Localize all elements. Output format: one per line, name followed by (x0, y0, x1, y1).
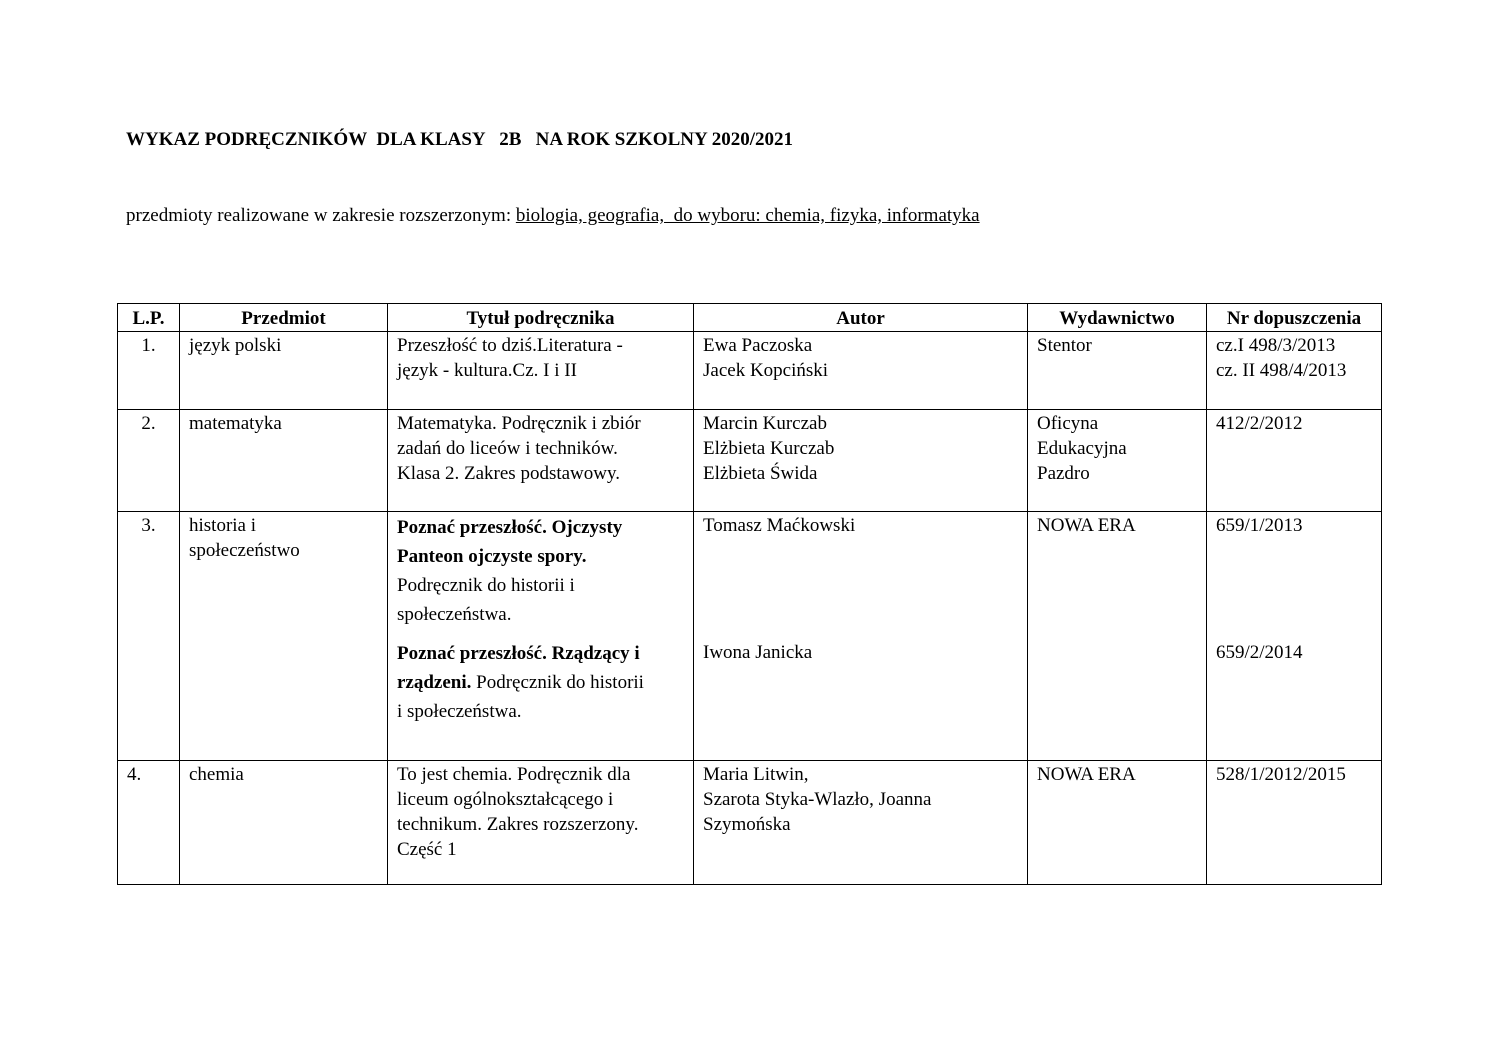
cell-publisher (1028, 761, 1207, 885)
author-line: Ewa Paczoska (703, 335, 813, 356)
book-title-line: Podręcznik do historii i (397, 575, 575, 596)
cell-author (694, 332, 1028, 410)
author-line: Jacek Kopciński (703, 360, 829, 381)
book-title-line: język - kultura.Cz. I i II (397, 360, 577, 381)
extended-subjects-line (126, 205, 980, 227)
author-line: Elżbieta Świda (703, 463, 818, 484)
textbook-table (117, 303, 1382, 885)
table-row (118, 761, 1382, 885)
publisher-line: NOWA ERA (1037, 515, 1136, 536)
cell-approval-number (1207, 761, 1382, 885)
cell-subject: chemia (180, 761, 388, 885)
book-title-bold: Panteon ojczyste spory. (397, 546, 587, 567)
cell-publisher (1028, 410, 1207, 512)
header-approval-number: Nr dopuszczenia (1207, 304, 1382, 332)
author-line: Marcin Kurczab (703, 413, 827, 434)
header-subject: Przedmiot (180, 304, 388, 332)
cell-subject: język polski (180, 332, 388, 410)
book-title-line: i społeczeństwa. (397, 701, 522, 722)
header-publisher: Wydawnictwo (1028, 304, 1207, 332)
publisher-line: Pazdro (1037, 463, 1090, 484)
publisher-line: Edukacyjna (1037, 438, 1127, 459)
table-row (118, 512, 1382, 761)
author-line: Maria Litwin, (703, 764, 809, 785)
header-lp: L.P. (118, 304, 180, 332)
extended-subjects-prefix: przedmioty realizowane w zakresie rozszerzonym: (126, 205, 516, 226)
book-title-line: zadań do liceów i techników. (397, 438, 618, 459)
approval-line: 659/1/2013 (1216, 515, 1303, 536)
cell-publisher (1028, 332, 1207, 410)
book-title-line: Klasa 2. Zakres podstawowy. (397, 463, 621, 484)
author-line: Tomasz Maćkowski (703, 515, 856, 536)
cell-subject: matematyka (180, 410, 388, 512)
book-title-line: Przeszłość to dziś.Literatura - (397, 335, 623, 356)
book-title-line: społeczeństwa. (397, 604, 512, 625)
book-title-plain: Podręcznik do historii (471, 672, 644, 693)
book-title-line: To jest chemia. Podręcznik dla (397, 764, 631, 785)
book-title-line (397, 513, 684, 542)
author-line: Szarota Styka-Wlazło, Joanna (703, 789, 932, 810)
header-author: Autor (694, 304, 1028, 332)
cell-book-title (388, 332, 694, 410)
publisher-line: Oficyna (1037, 413, 1099, 434)
cell-author (694, 761, 1028, 885)
book-title-line (397, 639, 684, 668)
cell-subject (180, 512, 388, 761)
approval-line: 412/2/2012 (1216, 413, 1303, 434)
table-row (118, 410, 1382, 512)
cell-approval-number (1207, 332, 1382, 410)
book-title-line: Matematyka. Podręcznik i zbiór (397, 413, 641, 434)
author-line: Szymońska (703, 814, 791, 835)
book-title-line (397, 542, 684, 571)
cell-approval-number (1207, 512, 1382, 761)
table-row (118, 332, 1382, 410)
subject-line: społeczeństwo (189, 540, 300, 561)
document-title: WYKAZ PODRĘCZNIKÓW DLA KLASY 2B NA ROK SZKOLNY 2020/2021 (126, 129, 794, 150)
book-title-line: Część 1 (397, 839, 457, 860)
cell-book-title (388, 512, 694, 761)
author-line: Elżbieta Kurczab (703, 438, 835, 459)
cell-book-title (388, 761, 694, 885)
book-title-line (397, 668, 684, 697)
author-line: Iwona Janicka (703, 642, 813, 663)
cell-author (694, 512, 1028, 761)
approval-line: 528/1/2012/2015 (1216, 764, 1346, 785)
publisher-line: Stentor (1037, 335, 1092, 356)
publisher-line: NOWA ERA (1037, 764, 1136, 785)
approval-line: cz.I 498/3/2013 (1216, 335, 1336, 356)
approval-line: 659/2/2014 (1216, 642, 1303, 663)
cell-lp: 2. (118, 410, 180, 512)
cell-lp: 1. (118, 332, 180, 410)
cell-approval-number (1207, 410, 1382, 512)
cell-book-title (388, 410, 694, 512)
cell-publisher (1028, 512, 1207, 761)
extended-subjects-list: biologia, geografia, do wyboru: chemia, fizyka, informatyka (515, 205, 980, 226)
approval-line: cz. II 498/4/2013 (1216, 360, 1347, 381)
subject-line: historia i (189, 515, 257, 536)
table-header-row (118, 304, 1382, 332)
book-title-bold: rządzeni. (397, 672, 472, 693)
book-title-line: liceum ogólnokształcącego i (397, 789, 614, 810)
book-title-bold: Poznać przeszłość. Rządzący i (397, 643, 640, 664)
header-book-title: Tytuł podręcznika (388, 304, 694, 332)
book-title-bold: Poznać przeszłość. Ojczysty (397, 517, 623, 538)
book-title-line: technikum. Zakres rozszerzony. (397, 814, 639, 835)
cell-lp: 4. (118, 761, 180, 885)
cell-lp: 3. (118, 512, 180, 761)
cell-author (694, 410, 1028, 512)
